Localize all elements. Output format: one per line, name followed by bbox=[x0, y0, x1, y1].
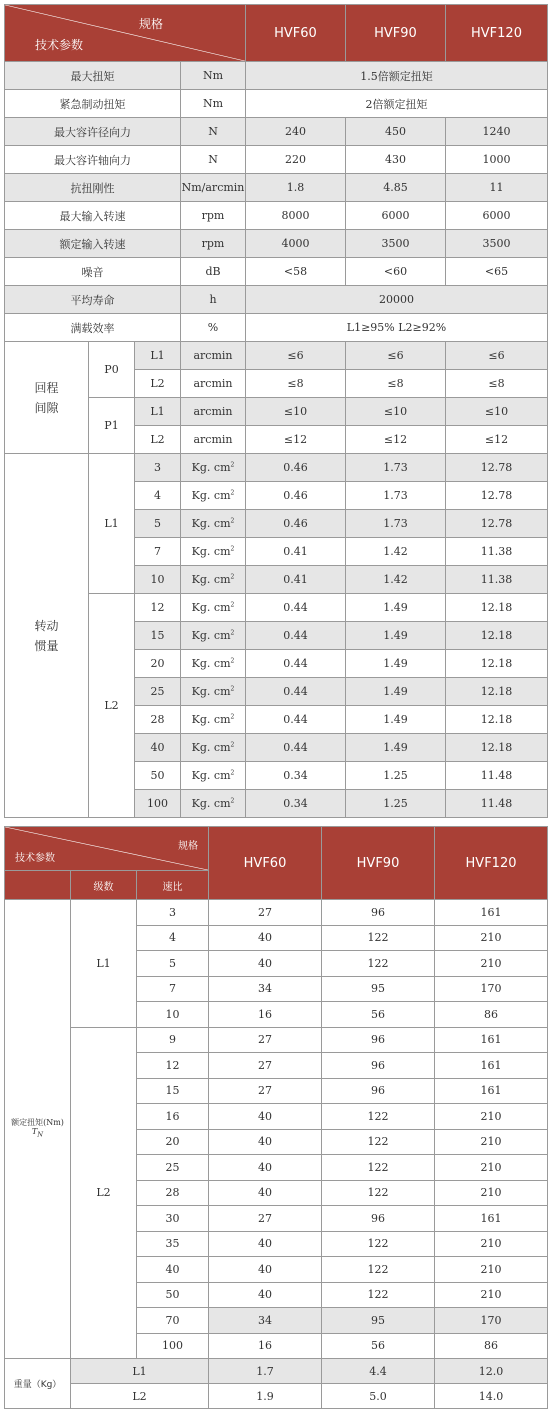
value-hvf60: ≤10 bbox=[246, 398, 346, 426]
row-unit: % bbox=[181, 314, 246, 342]
stage-cell: L2 bbox=[135, 426, 181, 454]
value-hvf120: 170 bbox=[435, 976, 548, 1002]
value-hvf60: 27 bbox=[209, 1078, 322, 1104]
table-row bbox=[5, 258, 548, 286]
value-hvf90: 1.49 bbox=[346, 594, 446, 622]
ratio-cell: 10 bbox=[137, 1002, 209, 1028]
row-unit: Nm bbox=[181, 90, 246, 118]
value-hvf60: 34 bbox=[209, 976, 322, 1002]
value-hvf90: 1.49 bbox=[346, 706, 446, 734]
model-header-hvf120: HVF120 bbox=[446, 5, 548, 62]
value-hvf90: 3500 bbox=[346, 230, 446, 258]
value-hvf90: 96 bbox=[322, 900, 435, 926]
value-hvf60: 40 bbox=[209, 1129, 322, 1155]
value-hvf90: 96 bbox=[322, 1027, 435, 1053]
spec-table-2 bbox=[4, 826, 548, 1409]
table-row bbox=[5, 286, 548, 314]
value-hvf60: 1.7 bbox=[209, 1359, 322, 1384]
inertia-label: 转动 惯量 bbox=[5, 454, 89, 818]
row-unit: arcmin bbox=[181, 370, 246, 398]
value-hvf90: 1.49 bbox=[346, 734, 446, 762]
value-hvf90: ≤12 bbox=[346, 426, 446, 454]
row-merged-value: L1≥95% L2≥92% bbox=[246, 314, 548, 342]
params-label: 技术参数 bbox=[15, 853, 55, 864]
diagonal-header-cell bbox=[5, 5, 246, 62]
table-row bbox=[5, 314, 548, 342]
value-hvf60: 0.46 bbox=[246, 454, 346, 482]
row-label: 满载效率 bbox=[5, 314, 181, 342]
row-unit: rpm bbox=[181, 202, 246, 230]
value-hvf120: 12.78 bbox=[446, 454, 548, 482]
value-hvf120: 210 bbox=[435, 1282, 548, 1308]
value-hvf60: 0.44 bbox=[246, 650, 346, 678]
ratio-cell: 7 bbox=[137, 976, 209, 1002]
row-unit: Kg. $cm^2$ bbox=[181, 762, 246, 790]
value-hvf60: 40 bbox=[209, 1231, 322, 1257]
row-unit: Nm/arcmin bbox=[181, 174, 246, 202]
value-hvf120: <65 bbox=[446, 258, 548, 286]
value-hvf90: ≤10 bbox=[346, 398, 446, 426]
value-hvf60: ≤8 bbox=[246, 370, 346, 398]
value-hvf60: 40 bbox=[209, 925, 322, 951]
ratio-header: 速比 bbox=[137, 871, 209, 900]
row-unit: Kg. $cm^2$ bbox=[181, 454, 246, 482]
table-row bbox=[5, 90, 548, 118]
value-hvf90: 122 bbox=[322, 1282, 435, 1308]
table-row bbox=[5, 146, 548, 174]
value-hvf120: 161 bbox=[435, 1053, 548, 1079]
value-hvf120: 11.38 bbox=[446, 566, 548, 594]
value-hvf60: 40 bbox=[209, 1282, 322, 1308]
value-hvf120: 161 bbox=[435, 1206, 548, 1232]
ratio-cell: 5 bbox=[135, 510, 181, 538]
ratio-cell: 15 bbox=[137, 1078, 209, 1104]
torque-group-l2: L2 bbox=[71, 1027, 137, 1359]
table-row bbox=[5, 62, 548, 90]
ratio-cell: 15 bbox=[135, 622, 181, 650]
value-hvf120: 11.48 bbox=[446, 790, 548, 818]
ratio-cell: 30 bbox=[137, 1206, 209, 1232]
value-hvf120: 12.78 bbox=[446, 482, 548, 510]
ratio-cell: 25 bbox=[137, 1155, 209, 1181]
value-hvf60: 0.41 bbox=[246, 538, 346, 566]
value-hvf90: 430 bbox=[346, 146, 446, 174]
value-hvf60: 240 bbox=[246, 118, 346, 146]
value-hvf120: 12.18 bbox=[446, 734, 548, 762]
row-unit: Kg. $cm^2$ bbox=[181, 538, 246, 566]
value-hvf90: 56 bbox=[322, 1002, 435, 1028]
value-hvf120: ≤8 bbox=[446, 370, 548, 398]
value-hvf90: 1.42 bbox=[346, 538, 446, 566]
model-header-hvf60: HVF60 bbox=[246, 5, 346, 62]
value-hvf60: 0.44 bbox=[246, 594, 346, 622]
value-hvf90: 1.49 bbox=[346, 678, 446, 706]
value-hvf120: 12.18 bbox=[446, 706, 548, 734]
value-hvf90: 96 bbox=[322, 1053, 435, 1079]
value-hvf120: 3500 bbox=[446, 230, 548, 258]
row-label: 平均寿命 bbox=[5, 286, 181, 314]
row-unit: Kg. $cm^2$ bbox=[181, 650, 246, 678]
value-hvf90: 5.0 bbox=[322, 1384, 435, 1409]
row-unit: Kg. $cm^2$ bbox=[181, 706, 246, 734]
value-hvf60: 0.46 bbox=[246, 482, 346, 510]
table-row bbox=[5, 202, 548, 230]
table-row bbox=[5, 1384, 548, 1409]
stage-cell: L1 bbox=[135, 342, 181, 370]
value-hvf120: ≤12 bbox=[446, 426, 548, 454]
row-merged-value: 2倍额定扭矩 bbox=[246, 90, 548, 118]
value-hvf90: 4.4 bbox=[322, 1359, 435, 1384]
ratio-cell: 35 bbox=[137, 1231, 209, 1257]
table-row bbox=[5, 1359, 548, 1384]
value-hvf120: 161 bbox=[435, 1078, 548, 1104]
ratio-cell: 9 bbox=[137, 1027, 209, 1053]
row-label: 抗扭刚性 bbox=[5, 174, 181, 202]
value-hvf60: 27 bbox=[209, 1027, 322, 1053]
table-row bbox=[5, 1027, 548, 1053]
row-unit: Kg. $cm^2$ bbox=[181, 594, 246, 622]
ratio-cell: 50 bbox=[137, 1282, 209, 1308]
stage-cell: L2 bbox=[71, 1384, 209, 1409]
rated-torque-label: 额定扭矩(Nm) $T_N$ bbox=[5, 900, 71, 1359]
value-hvf60: 16 bbox=[209, 1002, 322, 1028]
ratio-cell: 12 bbox=[135, 594, 181, 622]
value-hvf120: 170 bbox=[435, 1308, 548, 1334]
row-unit: arcmin bbox=[181, 398, 246, 426]
value-hvf60: 27 bbox=[209, 1206, 322, 1232]
stage-cell: L2 bbox=[135, 370, 181, 398]
ratio-cell: 28 bbox=[135, 706, 181, 734]
header-row bbox=[5, 827, 548, 871]
value-hvf120: 12.18 bbox=[446, 650, 548, 678]
value-hvf60: 40 bbox=[209, 1104, 322, 1130]
value-hvf120: 210 bbox=[435, 1104, 548, 1130]
value-hvf90: 1.73 bbox=[346, 454, 446, 482]
value-hvf60: 4000 bbox=[246, 230, 346, 258]
row-label: 最大容许轴向力 bbox=[5, 146, 181, 174]
value-hvf90: 122 bbox=[322, 1104, 435, 1130]
value-hvf90: 122 bbox=[322, 925, 435, 951]
value-hvf120: 1000 bbox=[446, 146, 548, 174]
value-hvf60: 8000 bbox=[246, 202, 346, 230]
value-hvf120: 86 bbox=[435, 1002, 548, 1028]
value-hvf120: 11.38 bbox=[446, 538, 548, 566]
row-unit: N bbox=[181, 118, 246, 146]
value-hvf60: 0.44 bbox=[246, 622, 346, 650]
ratio-cell: 40 bbox=[137, 1257, 209, 1283]
value-hvf120: ≤10 bbox=[446, 398, 548, 426]
value-hvf90: 1.42 bbox=[346, 566, 446, 594]
value-hvf120: 161 bbox=[435, 1027, 548, 1053]
ratio-cell: 100 bbox=[137, 1333, 209, 1359]
value-hvf120: 12.78 bbox=[446, 510, 548, 538]
row-unit: Kg. $cm^2$ bbox=[181, 622, 246, 650]
value-hvf90: 122 bbox=[322, 1231, 435, 1257]
ratio-cell: 70 bbox=[137, 1308, 209, 1334]
value-hvf60: 40 bbox=[209, 1257, 322, 1283]
row-unit: Nm bbox=[181, 62, 246, 90]
ratio-cell: 4 bbox=[137, 925, 209, 951]
value-hvf120: 11 bbox=[446, 174, 548, 202]
value-hvf120: 12.18 bbox=[446, 678, 548, 706]
stage-header: 级数 bbox=[71, 871, 137, 900]
value-hvf60: 0.41 bbox=[246, 566, 346, 594]
row-unit: Kg. $cm^2$ bbox=[181, 678, 246, 706]
value-hvf120: 210 bbox=[435, 1180, 548, 1206]
inertia-group-l1: L1 bbox=[89, 454, 135, 594]
value-hvf90: 450 bbox=[346, 118, 446, 146]
table-row bbox=[5, 230, 548, 258]
value-hvf60: 220 bbox=[246, 146, 346, 174]
torque-group-l1: L1 bbox=[71, 900, 137, 1028]
model-header-hvf90: HVF90 bbox=[322, 827, 435, 900]
value-hvf90: 1.73 bbox=[346, 510, 446, 538]
ratio-cell: 20 bbox=[135, 650, 181, 678]
value-hvf60: 27 bbox=[209, 1053, 322, 1079]
row-label: 额定输入转速 bbox=[5, 230, 181, 258]
value-hvf90: ≤6 bbox=[346, 342, 446, 370]
value-hvf60: 16 bbox=[209, 1333, 322, 1359]
ratio-cell: 40 bbox=[135, 734, 181, 762]
row-label: 最大扭矩 bbox=[5, 62, 181, 90]
diagonal-header-cell bbox=[5, 827, 209, 871]
ratio-cell: 4 bbox=[135, 482, 181, 510]
value-hvf120: 12.18 bbox=[446, 594, 548, 622]
stage-cell: L1 bbox=[135, 398, 181, 426]
row-unit: arcmin bbox=[181, 426, 246, 454]
table-row bbox=[5, 900, 548, 926]
blank-header-cell bbox=[5, 871, 71, 900]
value-hvf90: 122 bbox=[322, 1155, 435, 1181]
table-row bbox=[5, 174, 548, 202]
ratio-cell: 10 bbox=[135, 566, 181, 594]
value-hvf60: ≤12 bbox=[246, 426, 346, 454]
table-row bbox=[5, 118, 548, 146]
value-hvf90: 1.49 bbox=[346, 650, 446, 678]
value-hvf90: 1.49 bbox=[346, 622, 446, 650]
model-header-hvf90: HVF90 bbox=[346, 5, 446, 62]
ratio-cell: 16 bbox=[137, 1104, 209, 1130]
backlash-group-p0: P0 bbox=[89, 342, 135, 398]
stage-cell: L1 bbox=[71, 1359, 209, 1384]
ratio-cell: 5 bbox=[137, 951, 209, 977]
inertia-group-l2: L2 bbox=[89, 594, 135, 818]
value-hvf120: 210 bbox=[435, 1257, 548, 1283]
value-hvf60: 0.46 bbox=[246, 510, 346, 538]
value-hvf90: 1.73 bbox=[346, 482, 446, 510]
value-hvf60: ≤6 bbox=[246, 342, 346, 370]
value-hvf120: 210 bbox=[435, 1155, 548, 1181]
value-hvf120: 11.48 bbox=[446, 762, 548, 790]
ratio-cell: 7 bbox=[135, 538, 181, 566]
value-hvf60: 40 bbox=[209, 1180, 322, 1206]
row-label: 紧急制动扭矩 bbox=[5, 90, 181, 118]
backlash-label: 回程 间隙 bbox=[5, 342, 89, 454]
value-hvf60: 27 bbox=[209, 900, 322, 926]
value-hvf60: 0.34 bbox=[246, 762, 346, 790]
model-header-hvf60: HVF60 bbox=[209, 827, 322, 900]
value-hvf90: 56 bbox=[322, 1333, 435, 1359]
value-hvf90: 122 bbox=[322, 1257, 435, 1283]
value-hvf60: 40 bbox=[209, 951, 322, 977]
value-hvf60: 0.44 bbox=[246, 678, 346, 706]
value-hvf120: 210 bbox=[435, 1129, 548, 1155]
value-hvf60: 1.8 bbox=[246, 174, 346, 202]
value-hvf60: 40 bbox=[209, 1155, 322, 1181]
ratio-cell: 28 bbox=[137, 1180, 209, 1206]
value-hvf90: 1.25 bbox=[346, 790, 446, 818]
value-hvf120: 12.0 bbox=[435, 1359, 548, 1384]
ratio-cell: 3 bbox=[135, 454, 181, 482]
value-hvf90: <60 bbox=[346, 258, 446, 286]
value-hvf120: ≤6 bbox=[446, 342, 548, 370]
value-hvf120: 210 bbox=[435, 925, 548, 951]
backlash-group-p1: P1 bbox=[89, 398, 135, 454]
row-unit: Kg. $cm^2$ bbox=[181, 510, 246, 538]
value-hvf60: 1.9 bbox=[209, 1384, 322, 1409]
header-row bbox=[5, 5, 548, 62]
value-hvf90: 1.25 bbox=[346, 762, 446, 790]
value-hvf120: 6000 bbox=[446, 202, 548, 230]
value-hvf90: 122 bbox=[322, 1129, 435, 1155]
value-hvf60: 34 bbox=[209, 1308, 322, 1334]
value-hvf90: ≤8 bbox=[346, 370, 446, 398]
row-unit: rpm bbox=[181, 230, 246, 258]
value-hvf90: 4.85 bbox=[346, 174, 446, 202]
row-unit: N bbox=[181, 146, 246, 174]
row-merged-value: 1.5倍额定扭矩 bbox=[246, 62, 548, 90]
value-hvf60: 0.44 bbox=[246, 734, 346, 762]
row-unit: dB bbox=[181, 258, 246, 286]
row-unit: Kg. $cm^2$ bbox=[181, 566, 246, 594]
row-label: 最大容许径向力 bbox=[5, 118, 181, 146]
spec-label: 规格 bbox=[178, 841, 199, 852]
value-hvf90: 95 bbox=[322, 976, 435, 1002]
row-label: 最大输入转速 bbox=[5, 202, 181, 230]
value-hvf90: 122 bbox=[322, 1180, 435, 1206]
value-hvf120: 210 bbox=[435, 951, 548, 977]
row-unit: Kg. $cm^2$ bbox=[181, 734, 246, 762]
params-label: 技术参数 bbox=[35, 38, 84, 52]
table-row bbox=[5, 342, 548, 370]
table-row bbox=[5, 454, 548, 482]
value-hvf90: 96 bbox=[322, 1206, 435, 1232]
value-hvf120: 86 bbox=[435, 1333, 548, 1359]
value-hvf90: 6000 bbox=[346, 202, 446, 230]
value-hvf90: 122 bbox=[322, 951, 435, 977]
row-merged-value: 20000 bbox=[246, 286, 548, 314]
ratio-cell: 50 bbox=[135, 762, 181, 790]
weight-label: 重量（Kg） bbox=[5, 1359, 71, 1409]
spec-label: 规格 bbox=[138, 17, 163, 31]
row-unit: Kg. $cm^2$ bbox=[181, 790, 246, 818]
ratio-cell: 20 bbox=[137, 1129, 209, 1155]
row-unit: Kg. $cm^2$ bbox=[181, 482, 246, 510]
value-hvf120: 161 bbox=[435, 900, 548, 926]
row-unit: arcmin bbox=[181, 342, 246, 370]
ratio-cell: 12 bbox=[137, 1053, 209, 1079]
ratio-cell: 100 bbox=[135, 790, 181, 818]
ratio-cell: 3 bbox=[137, 900, 209, 926]
model-header-hvf120: HVF120 bbox=[435, 827, 548, 900]
row-label: 噪音 bbox=[5, 258, 181, 286]
value-hvf120: 210 bbox=[435, 1231, 548, 1257]
ratio-cell: 25 bbox=[135, 678, 181, 706]
value-hvf60: <58 bbox=[246, 258, 346, 286]
value-hvf120: 14.0 bbox=[435, 1384, 548, 1409]
row-unit: h bbox=[181, 286, 246, 314]
value-hvf120: 12.18 bbox=[446, 622, 548, 650]
value-hvf60: 0.34 bbox=[246, 790, 346, 818]
value-hvf60: 0.44 bbox=[246, 706, 346, 734]
value-hvf90: 95 bbox=[322, 1308, 435, 1334]
value-hvf90: 96 bbox=[322, 1078, 435, 1104]
spec-table-1 bbox=[4, 4, 548, 818]
value-hvf120: 1240 bbox=[446, 118, 548, 146]
